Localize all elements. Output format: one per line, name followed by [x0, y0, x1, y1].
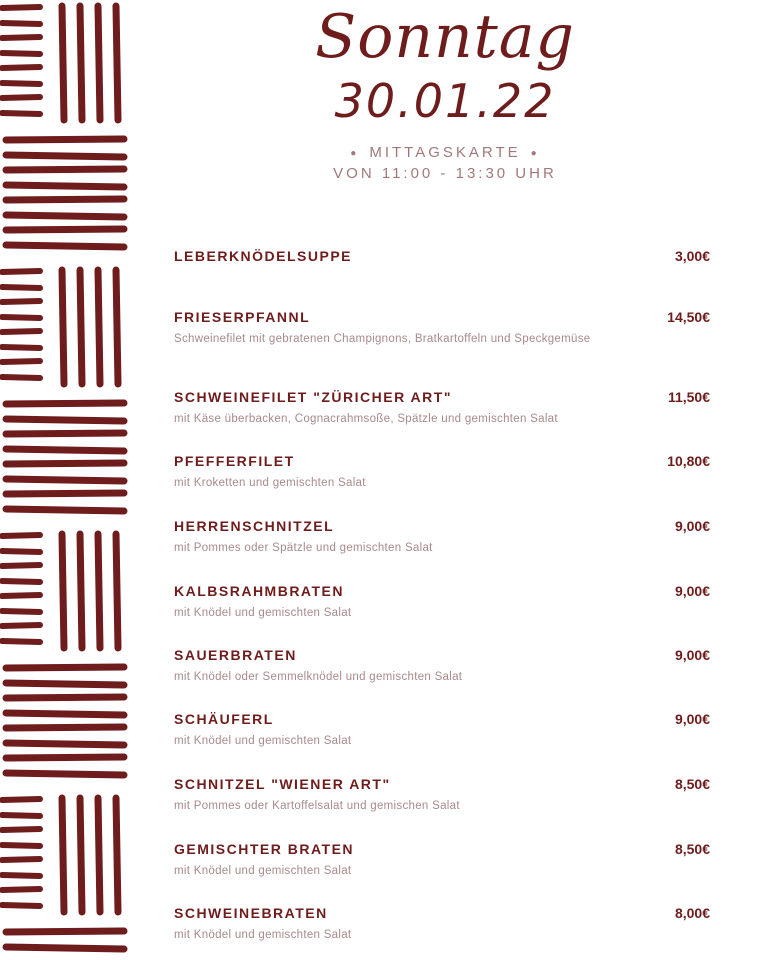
brush-stroke — [80, 270, 82, 384]
card-title-text: MITTAGSKARTE — [369, 144, 521, 161]
opening-hours: VON 11:00 - 13:30 UHR — [333, 165, 557, 182]
brush-stroke — [6, 169, 124, 170]
brush-stroke — [98, 270, 100, 384]
day-title: Sonntag — [315, 2, 575, 72]
dish-name: KALBSRAHMBRATEN — [174, 583, 345, 599]
menu-item — [174, 841, 710, 877]
brush-stroke — [98, 798, 100, 912]
brush-stroke — [2, 829, 40, 830]
menu-item — [174, 776, 710, 812]
brush-stroke — [6, 419, 124, 421]
brush-stroke — [6, 463, 124, 464]
brush-stroke — [2, 815, 40, 816]
dish-price: 10,80€ — [667, 453, 710, 469]
dish-price: 3,00€ — [674, 248, 710, 264]
dish-description: Schweinefilet mit gebratenen Champignons, Bratkartoffeln und Speckgemüse — [174, 333, 591, 345]
brush-stroke — [2, 565, 40, 566]
brush-stroke — [2, 905, 40, 906]
brush-stroke — [6, 757, 124, 758]
brush-stroke — [6, 185, 124, 187]
brush-stroke — [98, 534, 100, 648]
brush-stroke — [6, 215, 124, 217]
menu-item — [174, 711, 710, 747]
brush-stroke — [2, 361, 40, 362]
brush-stroke — [6, 449, 124, 451]
brush-stroke — [2, 347, 40, 348]
brush-stroke — [2, 83, 40, 84]
brush-stroke — [6, 931, 124, 932]
brush-stroke — [62, 6, 64, 120]
dish-name: SCHWEINEFILET "ZÜRICHER ART" — [174, 389, 452, 405]
dish-name: SCHWEINEBRATEN — [174, 905, 328, 921]
brush-stroke — [2, 287, 40, 288]
dish-name: GEMISCHTER BRATEN — [174, 841, 355, 857]
brush-stroke-pattern — [0, 0, 130, 960]
menu-item — [174, 905, 710, 941]
brush-stroke — [80, 798, 82, 912]
menu-item — [174, 248, 710, 264]
brush-stroke — [2, 113, 40, 114]
brush-stroke — [2, 331, 40, 332]
dish-name: PFEFFERFILET — [174, 453, 295, 469]
brush-stroke — [2, 875, 40, 876]
brush-stroke — [62, 534, 64, 648]
brush-stroke — [2, 37, 40, 38]
brush-stroke — [80, 6, 82, 120]
menu-item — [174, 583, 710, 619]
brush-stroke — [116, 534, 118, 648]
brush-stroke — [6, 667, 124, 668]
dish-name: SCHÄUFERL — [174, 711, 274, 727]
brush-stroke — [2, 377, 40, 378]
brush-stroke — [2, 799, 40, 800]
bullet-icon: ● — [530, 147, 540, 159]
brush-stroke — [6, 683, 124, 685]
brush-stroke — [2, 67, 40, 68]
date-title: 30.01.22 — [334, 74, 556, 128]
brush-stroke — [6, 713, 124, 715]
brush-stroke — [2, 611, 40, 612]
menu-item — [174, 309, 710, 345]
brush-stroke — [116, 6, 118, 120]
dish-price: 9,00€ — [674, 711, 710, 727]
brush-stroke — [6, 727, 124, 728]
dish-name: SCHNITZEL "WIENER ART" — [174, 776, 391, 792]
brush-stroke — [6, 403, 124, 404]
brush-stroke — [62, 798, 64, 912]
dish-price: 8,50€ — [674, 776, 710, 792]
menu-list — [174, 0, 710, 960]
brush-stroke — [6, 743, 124, 745]
dish-price: 14,50€ — [667, 309, 710, 325]
brush-stroke — [116, 798, 118, 912]
brush-stroke — [6, 433, 124, 434]
brush-stroke — [62, 270, 64, 384]
brush-stroke — [2, 7, 40, 8]
brush-stroke — [2, 641, 40, 642]
brush-stroke — [116, 270, 118, 384]
brush-stroke — [2, 625, 40, 626]
dish-description: mit Knödel und gemischten Salat — [174, 929, 352, 941]
brush-stroke — [2, 97, 40, 98]
brush-stroke — [2, 551, 40, 552]
brush-stroke — [2, 889, 40, 890]
brush-stroke — [2, 271, 40, 272]
dish-name: SAUERBRATEN — [174, 647, 297, 663]
brush-stroke — [6, 229, 124, 230]
brush-stroke — [2, 317, 40, 318]
dish-price: 11,50€ — [667, 389, 710, 405]
dish-description: mit Käse überbacken, Cognacrahmsoße, Spätzle und gemischten Salat — [174, 413, 558, 425]
dish-description: mit Knödel und gemischten Salat — [174, 735, 352, 747]
dish-description: mit Knödel und gemischten Salat — [174, 607, 352, 619]
brush-stroke — [2, 53, 40, 54]
brush-stroke — [2, 845, 40, 846]
menu-item — [174, 389, 710, 425]
brush-stroke — [2, 23, 40, 24]
brush-stroke — [2, 595, 40, 596]
brush-stroke — [6, 199, 124, 200]
brush-stroke — [6, 479, 124, 481]
dish-price: 8,00€ — [674, 905, 710, 921]
dish-price: 9,00€ — [674, 647, 710, 663]
brush-stroke — [2, 535, 40, 536]
brush-stroke — [2, 581, 40, 582]
brush-stroke — [6, 773, 124, 775]
bullet-icon: ● — [350, 147, 360, 159]
dish-name: HERRENSCHNITZEL — [174, 518, 335, 534]
dish-description: mit Kroketten und gemischten Salat — [174, 477, 366, 489]
brush-stroke — [2, 859, 40, 860]
menu-item — [174, 647, 710, 683]
dish-price: 9,00€ — [674, 583, 710, 599]
dish-price: 8,50€ — [674, 841, 710, 857]
brush-stroke — [6, 155, 124, 157]
dish-description: mit Pommes oder Kartoffelsalat und gemischen Salat — [174, 800, 460, 812]
dish-description: mit Knödel oder Semmelknödel und gemischten Salat — [174, 671, 463, 683]
brush-stroke — [6, 139, 124, 140]
brush-stroke — [6, 493, 124, 494]
dish-price: 9,00€ — [674, 518, 710, 534]
dish-name: FRIESERPFANNL — [174, 309, 311, 325]
brush-stroke — [2, 301, 40, 302]
dish-description: mit Knödel und gemischten Salat — [174, 865, 352, 877]
menu-item — [174, 518, 710, 554]
brush-stroke — [6, 697, 124, 698]
brush-stroke — [6, 245, 124, 247]
brush-stroke — [6, 947, 124, 949]
dish-description: mit Pommes oder Spätzle und gemischten Salat — [174, 542, 433, 554]
brush-stroke — [80, 534, 82, 648]
dish-name: LEBERKNÖDELSUPPE — [174, 248, 353, 264]
menu-item — [174, 453, 710, 489]
brush-stroke — [98, 6, 100, 120]
brush-stroke — [6, 509, 124, 511]
